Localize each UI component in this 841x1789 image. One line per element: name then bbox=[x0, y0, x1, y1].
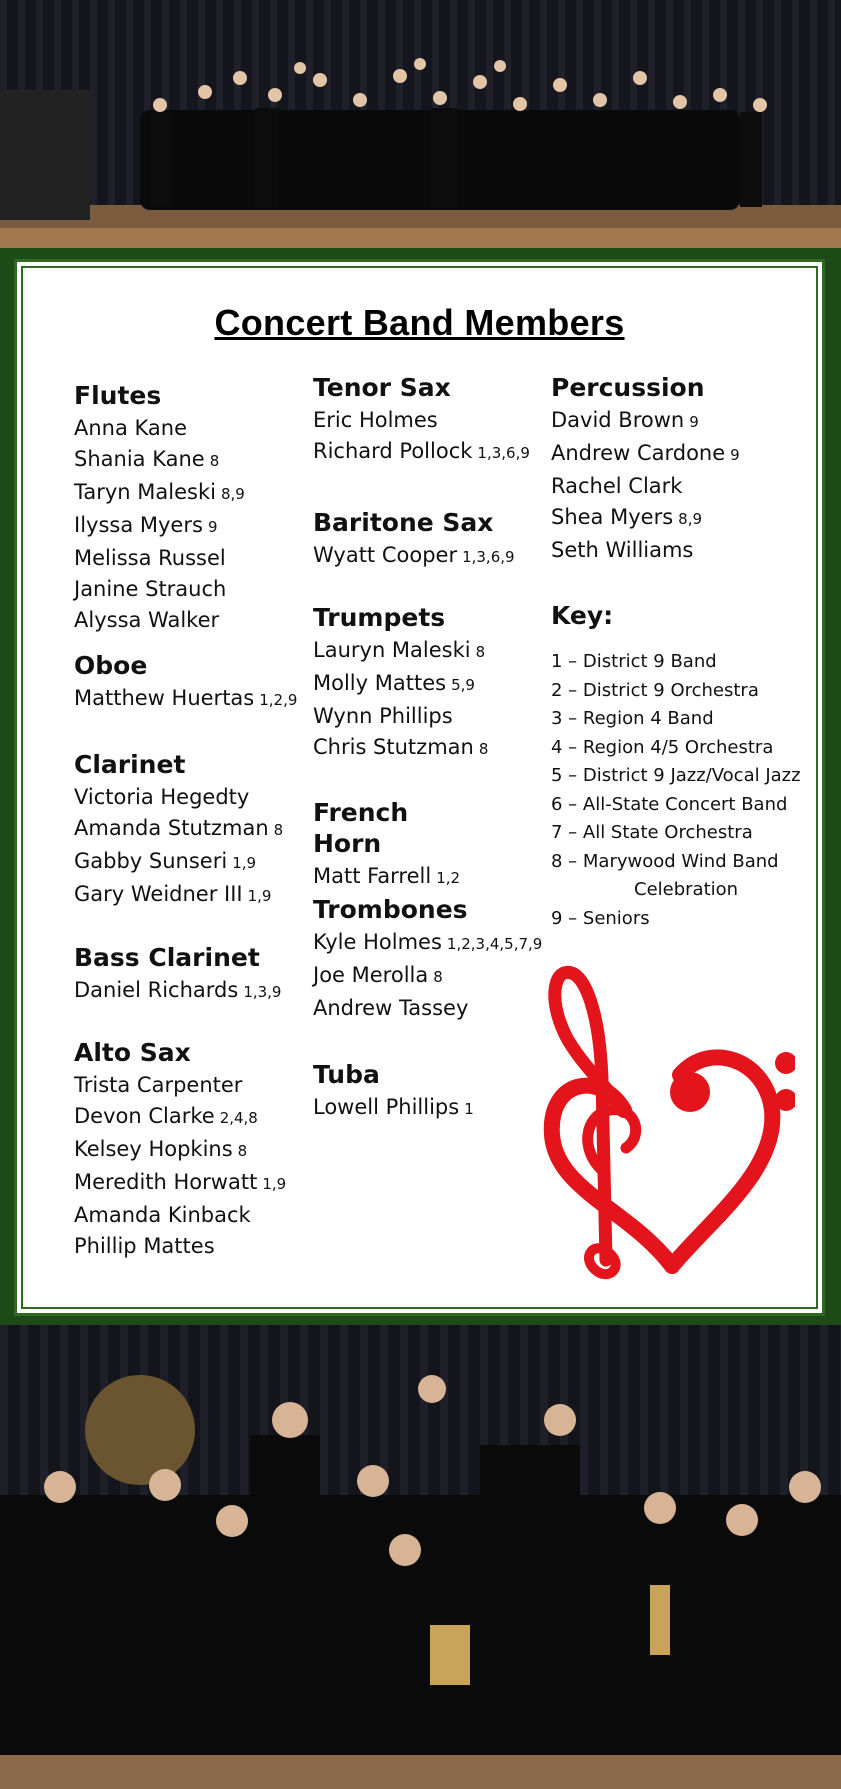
members-card-frame bbox=[14, 259, 825, 1316]
member-row bbox=[74, 477, 245, 510]
member-row bbox=[313, 540, 515, 573]
section-bass-clarinet bbox=[74, 942, 281, 1008]
member-name: Alyssa Walker bbox=[74, 608, 220, 632]
member-row bbox=[74, 879, 283, 912]
member-name: Daniel Richards bbox=[74, 978, 239, 1002]
member-name: Matt Farrell bbox=[313, 864, 432, 888]
section-heading: Bass Clarinet bbox=[74, 943, 260, 972]
member-row bbox=[74, 605, 245, 636]
member-honor-marks: 8 bbox=[209, 452, 220, 470]
section-heading: Trombones bbox=[313, 895, 468, 924]
member-name: Lauryn Maleski bbox=[313, 638, 471, 662]
member-honor-marks: 1,3,9 bbox=[243, 983, 282, 1001]
member-name: Meredith Horwatt bbox=[74, 1170, 258, 1194]
member-honor-marks: 1,2,3,4,5,7,9 bbox=[446, 935, 543, 953]
member-honor-marks: 1,9 bbox=[247, 887, 272, 905]
member-row bbox=[74, 1070, 286, 1101]
section-oboe bbox=[74, 650, 297, 716]
member-honor-marks: 1,2,9 bbox=[259, 691, 298, 709]
key-item: 3 – Region 4 Band bbox=[551, 708, 714, 729]
member-honor-marks: 1,3,6,9 bbox=[462, 548, 515, 566]
member-row bbox=[74, 574, 245, 605]
member-row bbox=[313, 1092, 474, 1125]
member-name: Richard Pollock bbox=[313, 439, 473, 463]
member-honor-marks: 1 bbox=[464, 1100, 474, 1118]
member-row bbox=[74, 683, 297, 716]
member-row bbox=[74, 444, 245, 477]
section-clarinet bbox=[74, 749, 283, 912]
members-card bbox=[27, 272, 812, 1303]
member-name: Shania Kane bbox=[74, 447, 205, 471]
member-name: David Brown bbox=[551, 408, 685, 432]
member-honor-marks: 9 bbox=[689, 413, 699, 431]
member-honor-marks: 8 bbox=[433, 968, 443, 986]
member-name: Chris Stutzman bbox=[313, 735, 474, 759]
member-honor-marks: 2,4,8 bbox=[219, 1109, 258, 1127]
section-french-horn bbox=[313, 797, 460, 894]
member-row bbox=[551, 405, 740, 438]
member-name: Ilyssa Myers bbox=[74, 513, 203, 537]
member-row bbox=[313, 732, 488, 765]
section-heading: Alto Sax bbox=[74, 1038, 191, 1067]
member-row bbox=[313, 635, 488, 668]
section-heading: Tenor Sax bbox=[313, 373, 451, 402]
member-honor-marks: 9 bbox=[730, 446, 740, 464]
section-baritone-sax bbox=[313, 507, 515, 573]
member-row bbox=[551, 502, 740, 535]
member-honor-marks: 1,3,6,9 bbox=[477, 444, 530, 462]
member-row bbox=[313, 960, 542, 993]
member-name: Andrew Cardone bbox=[551, 441, 726, 465]
key-item: 5 – District 9 Jazz/Vocal Jazz bbox=[551, 765, 801, 786]
member-row bbox=[313, 436, 530, 469]
member-name: Devon Clarke bbox=[74, 1104, 215, 1128]
member-row bbox=[74, 975, 281, 1008]
key-item: 2 – District 9 Orchestra bbox=[551, 679, 759, 701]
member-name: Anna Kane bbox=[74, 416, 188, 440]
member-name: Wynn Phillips bbox=[313, 704, 453, 728]
member-row bbox=[74, 510, 245, 543]
top-band-photo bbox=[0, 0, 841, 248]
member-row bbox=[313, 927, 542, 960]
member-row bbox=[74, 782, 283, 813]
section-heading: Trumpets bbox=[313, 603, 446, 632]
member-row bbox=[551, 535, 740, 566]
member-name: Victoria Hegedty bbox=[74, 785, 250, 809]
member-name: Melissa Russel bbox=[74, 546, 226, 570]
section-percussion bbox=[551, 372, 740, 566]
member-name: Rachel Clark bbox=[551, 474, 683, 498]
section-heading: Tuba bbox=[313, 1060, 380, 1089]
section-heading: Flutes bbox=[74, 381, 162, 410]
member-row bbox=[74, 813, 283, 846]
member-row bbox=[74, 413, 245, 444]
member-name: Amanda Kinback bbox=[74, 1203, 251, 1227]
member-name: Wyatt Cooper bbox=[313, 543, 458, 567]
member-row bbox=[313, 993, 542, 1024]
section-flutes bbox=[74, 380, 245, 636]
section-trombones bbox=[313, 894, 542, 1024]
members-card-border bbox=[17, 262, 822, 1313]
member-row bbox=[74, 543, 245, 574]
key-item: 1 – District 9 Band bbox=[551, 651, 717, 672]
member-row bbox=[551, 471, 740, 502]
key-legend bbox=[551, 600, 801, 933]
member-honor-marks: 1,9 bbox=[262, 1175, 287, 1193]
member-name: Phillip Mattes bbox=[74, 1234, 215, 1258]
member-row bbox=[551, 438, 740, 471]
treble-bass-clef-heart-icon bbox=[540, 960, 795, 1285]
key-item: 4 – Region 4/5 Orchestra bbox=[551, 736, 774, 758]
member-row bbox=[74, 846, 283, 879]
section-tuba bbox=[313, 1059, 474, 1125]
member-name: Kyle Holmes bbox=[313, 930, 442, 954]
member-row bbox=[74, 1200, 286, 1231]
member-name: Janine Strauch bbox=[74, 577, 227, 601]
key-item: 6 – All-State Concert Band bbox=[551, 793, 788, 815]
member-row bbox=[74, 1167, 286, 1200]
member-name: Andrew Tassey bbox=[313, 996, 469, 1020]
member-honor-marks: 1,9 bbox=[232, 854, 257, 872]
member-honor-marks: 8,9 bbox=[220, 485, 245, 503]
member-honor-marks: 8,9 bbox=[678, 510, 703, 528]
member-honor-marks: 9 bbox=[207, 518, 218, 536]
member-honor-marks: 8 bbox=[478, 740, 489, 758]
member-name: Lowell Phillips bbox=[313, 1095, 460, 1119]
member-name: Shea Myers bbox=[551, 505, 674, 529]
member-honor-marks: 1,2 bbox=[436, 869, 461, 887]
member-row bbox=[74, 1101, 286, 1134]
member-name: Kelsey Hopkins bbox=[74, 1137, 233, 1161]
section-heading: Percussion bbox=[551, 373, 705, 402]
member-name: Gary Weidner III bbox=[74, 882, 243, 906]
member-honor-marks: 8 bbox=[273, 821, 284, 839]
member-row bbox=[313, 701, 488, 732]
key-item: 7 – All State Orchestra bbox=[551, 822, 753, 843]
member-row bbox=[74, 1134, 286, 1167]
member-row bbox=[74, 1231, 286, 1262]
member-name: Amanda Stutzman bbox=[74, 816, 269, 840]
key-item-continued: Celebration bbox=[634, 879, 739, 900]
member-honor-marks: 8 bbox=[237, 1142, 248, 1160]
member-name: Molly Mattes bbox=[313, 671, 447, 695]
member-honor-marks: 8 bbox=[475, 643, 486, 661]
member-name: Seth Williams bbox=[551, 538, 694, 562]
member-name: Joe Merolla bbox=[313, 963, 429, 987]
section-heading: Baritone Sax bbox=[313, 508, 494, 537]
section-alto-sax bbox=[74, 1037, 286, 1262]
page-title: Concert Band Members bbox=[214, 302, 625, 343]
section-heading: French Horn bbox=[313, 798, 409, 858]
bottom-band-photo bbox=[0, 1325, 841, 1789]
member-name: Matthew Huertas bbox=[74, 686, 255, 710]
member-name: Trista Carpenter bbox=[74, 1073, 243, 1097]
member-name: Taryn Maleski bbox=[74, 480, 216, 504]
section-tenor-sax bbox=[313, 372, 530, 469]
section-trumpets bbox=[313, 602, 488, 765]
section-heading: Oboe bbox=[74, 651, 148, 680]
key-heading: Key: bbox=[551, 601, 614, 630]
member-honor-marks: 5,9 bbox=[451, 676, 475, 694]
member-name: Gabby Sunseri bbox=[74, 849, 228, 873]
section-heading: Clarinet bbox=[74, 750, 186, 779]
member-row bbox=[313, 861, 460, 894]
member-row bbox=[313, 668, 488, 701]
key-item: 9 – Seniors bbox=[551, 907, 650, 929]
member-row bbox=[313, 405, 530, 436]
member-name: Eric Holmes bbox=[313, 408, 438, 432]
key-item: 8 – Marywood Wind Band bbox=[551, 850, 779, 872]
